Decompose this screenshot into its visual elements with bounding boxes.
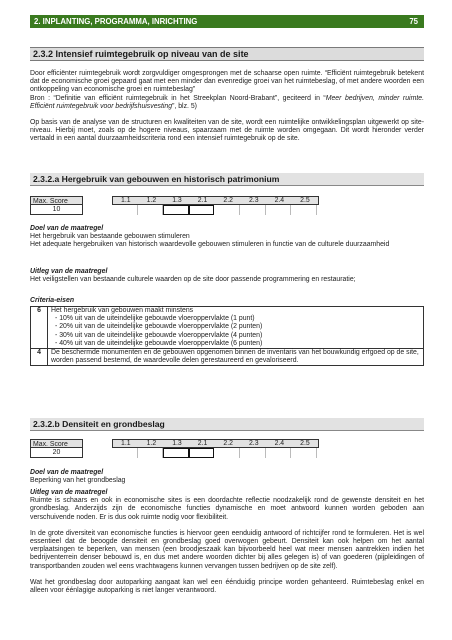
intro-text — [30, 70, 424, 144]
criteria-heading — [30, 297, 424, 305]
chapter-title: 2. INPLANTING, PROGRAMMA, INRICHTING — [34, 17, 198, 26]
intro-paragraph-2: Op basis van de analyse van de structuren en kwaliteiten van de site, wordt een ruimtelijke ontwikkelingsplan uitgewerkt op site-niveau. Hierbij moet, zoals op de hogere niveaus, spaarzaam met de ruimte worden omgegaan. Dit wordt hieronder verder vertaald in een aantal duurzaamheidscriteria rond een intensief ruimtegebruik op de site. — [30, 119, 424, 143]
criteria-item: - 20% uit van de uiteindelijke gebouwde vloeroppervlakte (2 punten) — [55, 323, 263, 331]
criteria-points: 6 — [31, 307, 48, 349]
code: 1.1 — [121, 440, 131, 447]
intro-source — [30, 95, 424, 111]
code: 1.2 — [146, 440, 157, 447]
code: 1.1 — [121, 197, 131, 204]
code-box — [214, 205, 240, 215]
running-header — [30, 15, 424, 28]
subsection-a-heading: 2.3.2.a Hergebruik van gebouwen en historisch patrimonium — [30, 173, 424, 186]
code-box — [266, 448, 292, 458]
doel-block-b — [30, 469, 424, 485]
criteria-boxes — [112, 205, 317, 215]
criteria-heading-text: Criteria-eisen — [30, 297, 75, 304]
source-suffix: ”, blz. 5) — [172, 102, 197, 110]
doel-line: Het adequate hergebruiken van historisch waardevolle gebouwen stimuleren in functie van de culturele duurzaamheid — [30, 241, 390, 249]
code-box — [138, 205, 164, 215]
code: 2.4 — [274, 440, 285, 447]
criteria-row — [31, 307, 424, 349]
criteria-cell — [48, 307, 424, 349]
criteria-item: - 30% uit van de uiteindelijke gebouwde vloeroppervlakte (4 punten) — [55, 331, 263, 339]
code: 2.4 — [274, 197, 285, 204]
max-score-value: 10 — [30, 205, 83, 215]
criteria-text: De beschermde monumenten en de gebouwen opgenomen binnen de inventaris van het bouwkundig erfgoed op de site, worden passend bestemd, de waardevolle delen gerestaureerd en gevaloriseerd. — [48, 349, 424, 366]
criteria-boxes — [112, 448, 317, 458]
criteria-codes — [112, 196, 319, 205]
uitleg-paragraph: Wat het grondbeslag door autoparking aangaat kan wel een éénduidig principe worden gehanteerd. Ruimtebeslag enkel en alleen voor éénlagige autoparking is niet langer verantwoord. — [30, 578, 424, 595]
section-rule-bottom — [30, 60, 424, 61]
intro-paragraph: Door efficiënter ruimtegebruik wordt zorgvuldiger omgesprongen met de schaarse open ruimte. “Efficiënt ruimtegebruik betekent dat de economische groei gepaard gaat met een minder dan evenredige groei van het ruimtebeslag, of met andere woorden een ontkoppeling van economische groei en ruimtebeslag” — [30, 70, 424, 94]
uitleg-heading: Uitleg van de maatregel — [30, 489, 108, 496]
criteria-row — [31, 349, 424, 366]
doel-heading: Doel van de maatregel — [30, 469, 104, 476]
code-box-marked — [163, 205, 189, 215]
code-box — [240, 448, 266, 458]
code: 2.3 — [248, 197, 259, 204]
code: 2.5 — [300, 440, 310, 447]
code-box — [138, 448, 164, 458]
code-box — [112, 448, 138, 458]
code-box — [112, 205, 138, 215]
code: 1.2 — [146, 197, 157, 204]
uitleg-block-b — [30, 489, 424, 595]
code-box — [240, 205, 266, 215]
source-title: Meer bedrijven, minder ruimte. Efficiënt ruimtegebruik voor bedrijfshuisvesting — [30, 94, 424, 110]
criteria-item: - 10% uit van de uiteindelijke gebouwde vloeroppervlakte (1 punt) — [55, 315, 255, 323]
uitleg-block-a — [30, 268, 424, 284]
uitleg-paragraph: In de grote diversiteit van economische functies is hiervoor geen eenduidig antwoord of richtcijfer rond te formuleren. Het is wel essentieel dat de beoogde densiteit en grondbeslag goed overwogen gebeurt. Densiteit kan ook helpen om het aantal verplaatsingen te beperken, van mensen (een broodjeszaak kan bijvoorbeeld heel wat meer mensen aantrekken indien het bedrijventerrein denser bebouwd is, en dus met andere woorden dichter bij alles gelegen is) of van goederen (pijpleidingen of transportbanden zouden wel eens vrachtwagens kunnen vervangen tussen bedrijven op de site zelf). — [30, 529, 424, 570]
uitleg-heading: Uitleg van de maatregel — [30, 268, 108, 275]
code-box — [214, 448, 240, 458]
doel-heading: Doel van de maatregel — [30, 225, 104, 232]
code-box — [266, 205, 292, 215]
doel-block-a — [30, 225, 424, 250]
code-box-marked — [163, 448, 189, 458]
max-score-value: 20 — [30, 448, 83, 458]
source-prefix: Bron : “Definitie van efficiënt ruimtegebruik in het Streekplan Noord-Brabant”, geciteerd in “ — [30, 94, 326, 102]
code: 2.2 — [223, 197, 233, 204]
max-score-label: Max. Score — [30, 439, 83, 448]
code-box-marked — [189, 448, 215, 458]
code: 2.1 — [197, 440, 208, 447]
section-heading: 2.3.2 Intensief ruimtegebruik op niveau van de site — [30, 48, 424, 60]
max-score-label: Max. Score — [30, 196, 83, 205]
code: 1.3 — [172, 440, 182, 447]
doel-text: Beperking van het grondbeslag — [30, 477, 126, 485]
code-box — [291, 448, 317, 458]
code: 2.2 — [223, 440, 233, 447]
code: 2.3 — [248, 440, 259, 447]
criteria-table — [30, 306, 424, 366]
code: 2.1 — [197, 197, 208, 204]
uitleg-text: Het veiligstellen van bestaande culturele waarden op de site door passende programmering en restauratie; — [30, 276, 356, 284]
code-box-marked — [189, 205, 215, 215]
page-number: 75 — [409, 17, 418, 26]
code-box — [291, 205, 317, 215]
subsection-b-heading: 2.3.2.b Densiteit en grondbeslag — [30, 418, 424, 431]
code: 1.3 — [172, 197, 182, 204]
code: 2.5 — [300, 197, 310, 204]
criteria-points: 4 — [31, 349, 48, 366]
criteria-item: - 40% uit van de uiteindelijke gebouwde vloeroppervlakte (6 punten) — [55, 339, 263, 347]
criteria-codes — [112, 439, 319, 448]
criteria-text: Het hergebruik van gebouwen maakt minstens — [51, 307, 194, 314]
doel-line: Het hergebruik van bestaande gebouwen stimuleren — [30, 233, 190, 241]
uitleg-paragraph: Ruimte is schaars en ook in economische sites is een doordachte reflectie noodzakelijk rond de gewenste densiteit en het grondbeslag. Anderzijds zijn de economische functies dynamische en moet antwoord kunnen worden geboden aan verschuivende noden. Er is dus ook ruimte nodig voor flexibiliteit. — [30, 497, 424, 521]
